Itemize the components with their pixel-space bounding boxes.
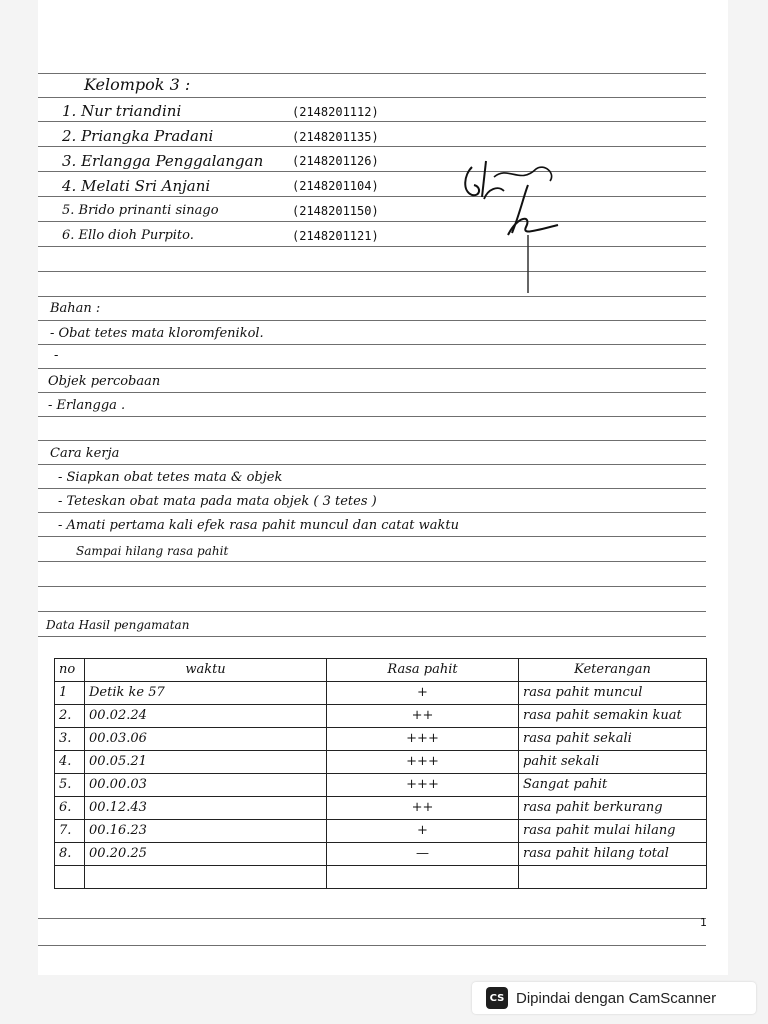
cell-rasa: —: [327, 843, 519, 866]
table-row: [55, 820, 707, 843]
table-row: [55, 728, 707, 751]
header-rasa-pahit: Rasa pahit: [327, 659, 519, 682]
objek-item: - Erlangga .: [48, 398, 126, 413]
member-nim: (2148201121): [292, 229, 379, 243]
cell-waktu: Detik ke 57: [85, 682, 327, 705]
data-hasil-heading: Data Hasil pengamatan: [46, 618, 190, 632]
cell-waktu: 00.16.23: [85, 820, 327, 843]
cell-rasa: +: [327, 820, 519, 843]
cell-waktu: 00.05.21: [85, 751, 327, 774]
member-name: 4. Melati Sri Anjani: [62, 177, 211, 195]
cell-waktu: 00.20.25: [85, 843, 327, 866]
cell-no: [55, 866, 85, 889]
observation-table: [54, 658, 707, 889]
table-row: [55, 751, 707, 774]
member-name: 2. Priangka Pradani: [62, 127, 214, 145]
cell-no: 3.: [55, 728, 85, 751]
member-nim: (2148201126): [292, 154, 379, 168]
cell-keterangan: rasa pahit semakin kuat: [519, 705, 707, 728]
cell-no: 2.: [55, 705, 85, 728]
cell-keterangan: Sangat pahit: [519, 774, 707, 797]
cell-waktu: [85, 866, 327, 889]
table-row: [55, 705, 707, 728]
table-row: [55, 682, 707, 705]
table-row: [55, 843, 707, 866]
header-waktu: waktu: [85, 659, 327, 682]
member-nim: (2148201150): [292, 204, 379, 218]
member-name: 1. Nur triandini: [62, 102, 182, 120]
cell-rasa: +++: [327, 728, 519, 751]
cell-keterangan: rasa pahit muncul: [519, 682, 707, 705]
cell-rasa: ++: [327, 797, 519, 820]
page-number: 1: [700, 916, 707, 929]
header-keterangan: Keterangan: [519, 659, 707, 682]
bahan-item: -: [54, 348, 59, 363]
group-title: Kelompok 3 :: [84, 75, 191, 94]
cara-kerja-step: - Amati pertama kali efek rasa pahit muncul dan catat waktu: [58, 518, 459, 533]
cara-kerja-step: - Teteskan obat mata pada mata objek ( 3 tetes ): [58, 494, 377, 509]
bahan-item: - Obat tetes mata kloromfenikol.: [50, 326, 264, 341]
cell-keterangan: rasa pahit mulai hilang: [519, 820, 707, 843]
cell-rasa: +++: [327, 751, 519, 774]
cell-rasa: +++: [327, 774, 519, 797]
cell-no: 7.: [55, 820, 85, 843]
cell-waktu: 00.12.43: [85, 797, 327, 820]
cell-no: 5.: [55, 774, 85, 797]
cell-no: 4.: [55, 751, 85, 774]
table-row-empty: [55, 866, 707, 889]
cell-rasa: ++: [327, 705, 519, 728]
cara-kerja-heading: Cara kerja: [50, 446, 120, 461]
cell-keterangan: rasa pahit berkurang: [519, 797, 707, 820]
cara-kerja-step: - Siapkan obat tetes mata & objek: [58, 470, 283, 485]
cell-keterangan: rasa pahit sekali: [519, 728, 707, 751]
cell-rasa: +: [327, 682, 519, 705]
cara-kerja-step: Sampai hilang rasa pahit: [76, 544, 229, 558]
cell-waktu: 00.02.24: [85, 705, 327, 728]
watermark-text: Dipindai dengan CamScanner: [516, 989, 717, 1007]
member-nim: (2148201135): [292, 130, 379, 144]
cell-rasa: [327, 866, 519, 889]
cell-keterangan: rasa pahit hilang total: [519, 843, 707, 866]
camscanner-logo-icon: CS: [486, 987, 508, 1009]
member-nim: (2148201112): [292, 105, 379, 119]
cell-no: 6.: [55, 797, 85, 820]
cell-waktu: 00.03.06: [85, 728, 327, 751]
signature-mark: [458, 155, 578, 295]
member-name: 6. Ello dioh Purpito.: [62, 228, 194, 243]
cell-waktu: 00.00.03: [85, 774, 327, 797]
cell-keterangan: [519, 866, 707, 889]
bahan-heading: Bahan :: [50, 301, 101, 316]
member-nim: (2148201104): [292, 179, 379, 193]
table-header-row: [55, 659, 707, 682]
cell-no: 1: [55, 682, 85, 705]
camscanner-watermark: [472, 982, 756, 1014]
objek-heading: Objek percobaan: [48, 374, 161, 389]
table-row: [55, 774, 707, 797]
header-no: no: [55, 659, 85, 682]
table-row: [55, 797, 707, 820]
member-name: 5. Brido prinanti sinago: [62, 203, 219, 218]
cell-no: 8.: [55, 843, 85, 866]
member-name: 3. Erlangga Penggalangan: [62, 152, 264, 170]
cell-keterangan: pahit sekali: [519, 751, 707, 774]
